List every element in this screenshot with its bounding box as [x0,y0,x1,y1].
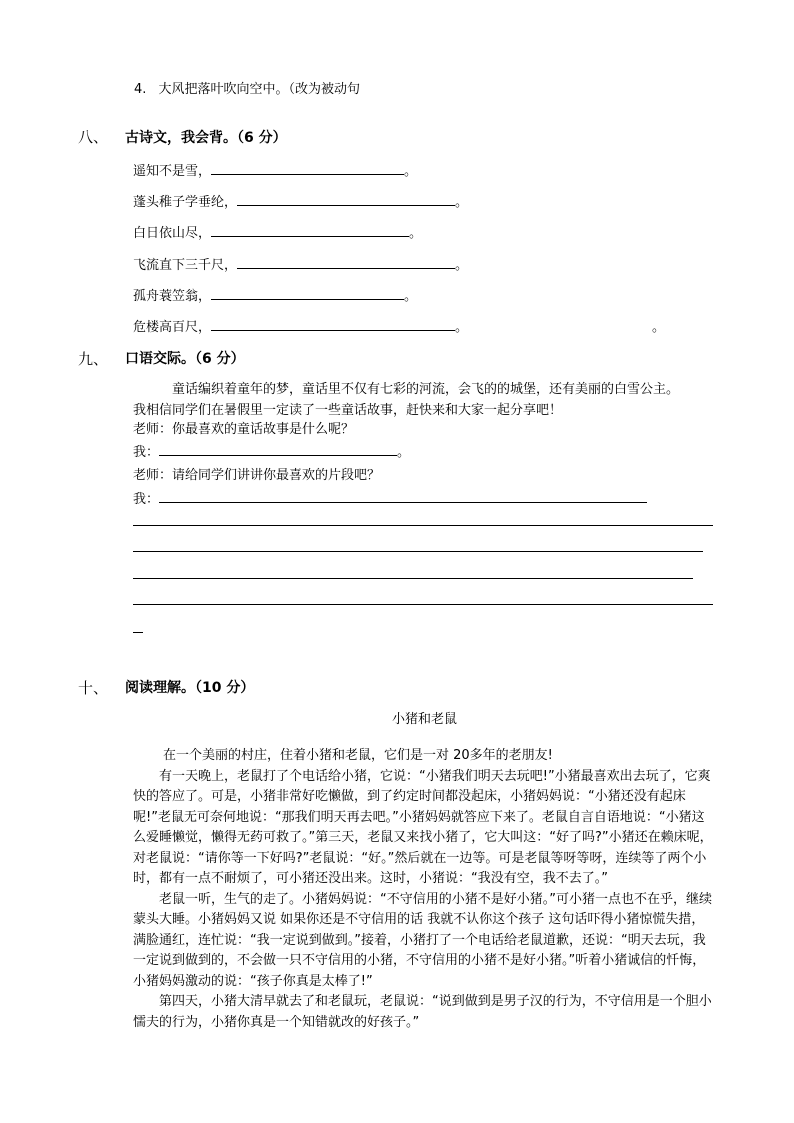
writing-line[interactable] [133,604,713,605]
section-10-number: 十、 [78,679,109,697]
teacher-question-1: 老师：你最喜欢的童话故事是什么呢？ [133,422,355,437]
answer-blank[interactable] [237,256,455,269]
answer-blank[interactable] [159,443,397,456]
item-4-text: 大风把落叶吹向空中。（改为被动句 [158,82,361,97]
answer-blank[interactable] [237,193,455,206]
writing-line[interactable] [133,632,143,633]
poem-line-5: 孤舟蓑笠翁， 。 [133,289,418,304]
stray-period: 。 [652,320,666,335]
answer-blank[interactable] [211,162,404,175]
answer-blank[interactable] [211,287,404,300]
story-paragraph: 第四天，小猪大清早就去了和老鼠玩，老鼠说：“说到做到是男子汉的行为，不守信用是一个胆小懦夫的行为，小猪你真是一个知错就改的好孩子。” [133,994,712,1030]
story-title: 小猪和老鼠 [392,712,458,727]
dialogue-intro-line-1: 童话编织着童年的梦，童话里不仅有七彩的河流，会飞的的城堡，还有美丽的白雪公主。 [172,382,680,397]
item-4-number: 4. [134,82,147,97]
story-paragraph: 有一天晚上，老鼠打了个电话给小猪，它说：“小猪我们明天去玩吧!”小猪最喜欢出去玩了，它爽快的答应了。可是，小猪非常好吃懒做，到了约定时间都没起床，小猪妈妈说：“小猪还没有起床呢!”老鼠无可奈何地说：“那我们明天再去吧。”小猪妈妈就答应下来了。老鼠自言自语地说：“小猪这么爱睡懒觉，懒得无药可救了。”第三天，老鼠又来找小猪了，它大叫这：“好了吗?”小猪还在赖床呢，对老鼠说：“请你等一下好吗?”老鼠说：“好。”然后就在一边等。可是老鼠等呀等呀，连续等了两个小时，都有一点不耐烦了，可小猪还没出来。这时，小猪说：“我没有空，我不去了。” [133,768,713,886]
section-9-title: 口语交际。（6 分） [125,351,245,367]
writing-line[interactable] [133,578,693,579]
poem-line-3: 白日依山尽， 。 [133,226,423,241]
story-text [133,746,713,1033]
poem-line-prefix: 孤舟蓑笠翁， [133,289,212,304]
dialogue-intro-line-2: 我相信同学们在暑假里一定读了一些童话故事，赶快来和大家一起分享吧！ [133,403,563,418]
poem-line-2: 蓬头稚子学垂纶， 。 [133,195,469,210]
story-paragraph: 在一个美丽的村庄，住着小猪和老鼠，它们是一对 20多年的老朋友! [163,748,553,763]
story-paragraph: 老鼠一听，生气的走了。小猪妈妈说：“不守信用的小猪不是好小猪。”可小猪一点也不在乎，继续蒙头大睡。小猪妈妈又说 如果你还是不守信用的话 我就不认你这个孩子 这句话吓得小猪惊慌失措，满脸通红，连忙说：“我一定说到做到。”接着，小猪打了一个电话给老鼠道歉，还说：“明天去玩，我一定说到做到的，不会做一只不守信用的小猪，不守信用的小猪不是好小猪。”听着小猪诚信的忏悔，小猪妈妈激动的说：“孩子你真是太棒了!” [133,891,712,989]
item-4 [134,78,360,97]
writing-line[interactable] [133,551,703,552]
poem-line-prefix: 白日依山尽， [133,226,212,241]
writing-line[interactable] [133,525,713,526]
poem-line-prefix: 飞流直下三千尺， [133,258,238,273]
answer-blank[interactable] [211,318,455,331]
section-8-number: 八、 [78,128,109,146]
teacher-question-2: 老师：请给同学们讲讲你最喜欢的片段吧？ [133,468,381,483]
poem-line-6: 危楼高百尺， 。 [133,320,469,335]
answer-line-1: 我： 。 [133,445,411,460]
answer-blank[interactable] [211,224,409,237]
section-10-title: 阅读理解。（10 分） [125,680,255,696]
poem-line-prefix: 危楼高百尺， [133,320,212,335]
poem-line-4: 飞流直下三千尺， 。 [133,258,469,273]
poem-line-prefix: 蓬头稚子学垂纶， [133,195,238,210]
poem-line-prefix: 遥知不是雪， [133,164,212,179]
answer-blank[interactable] [159,490,647,503]
section-9-number: 九、 [78,350,109,368]
poem-line-1: 遥知不是雪， 。 [133,164,418,179]
section-8-title: 古诗文，我会背。（6 分） [125,130,287,146]
answer-line-2: 我： [133,488,647,507]
